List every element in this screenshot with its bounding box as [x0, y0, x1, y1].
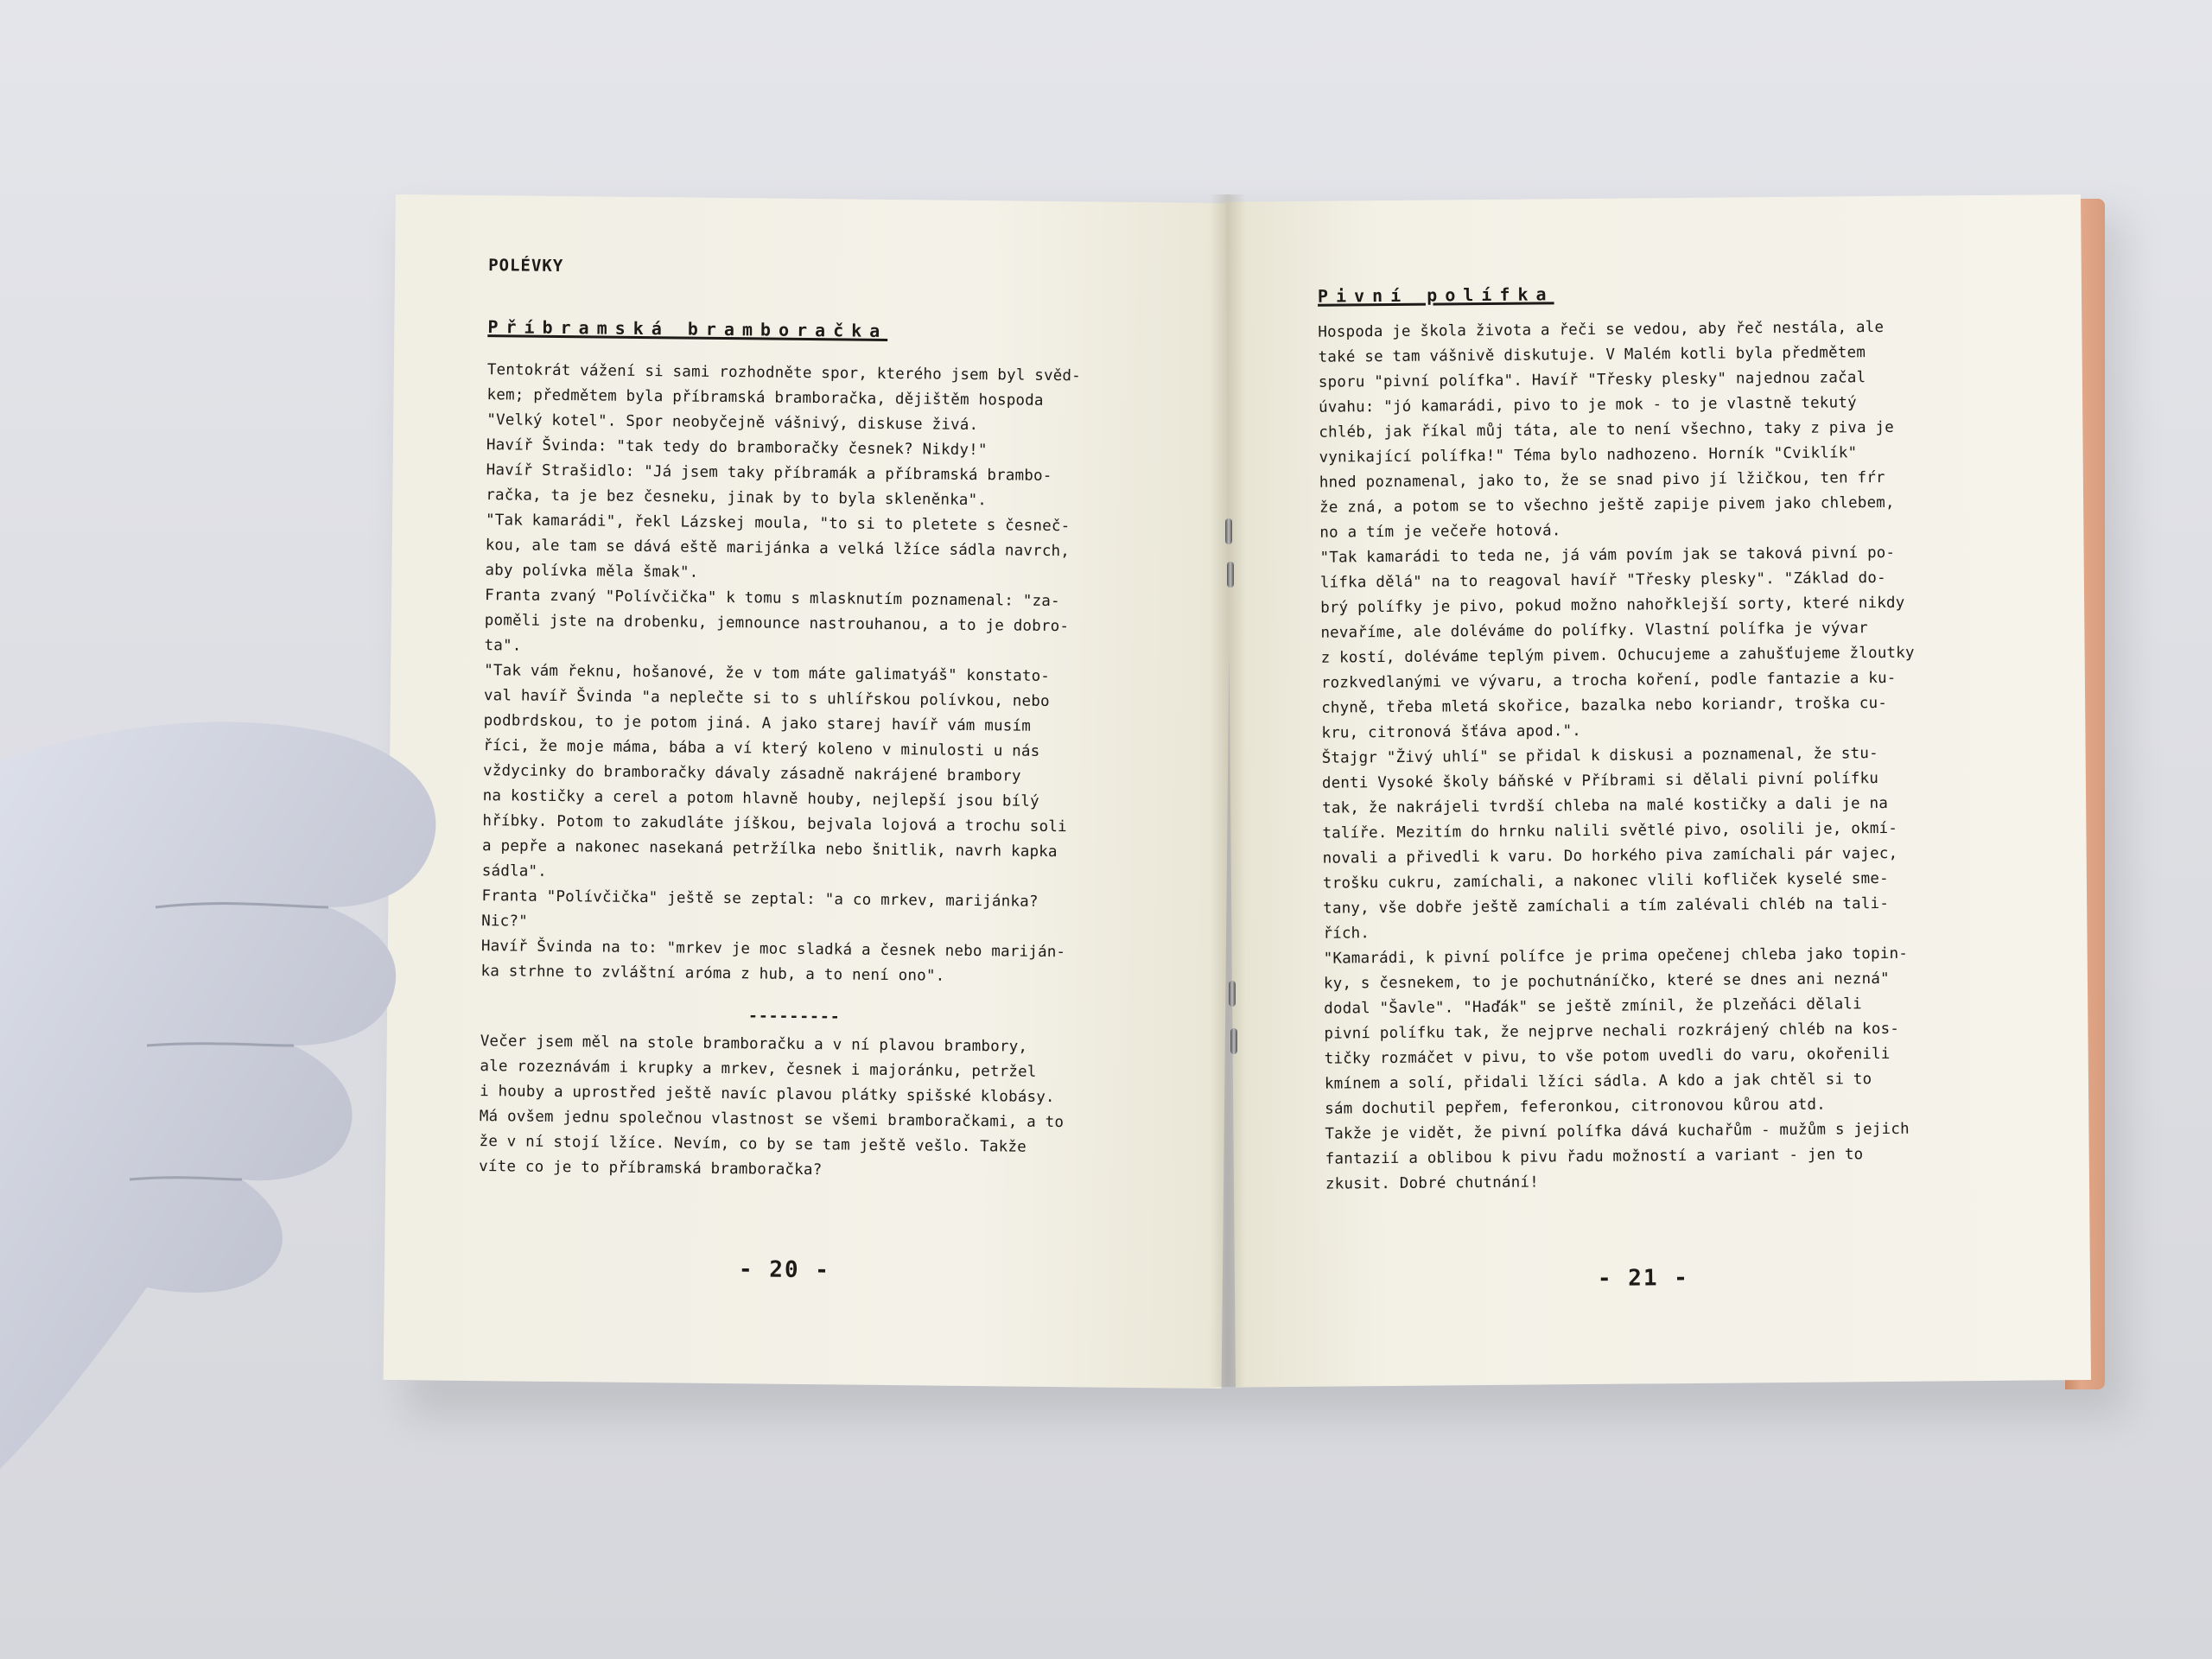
recipe-text: Hospoda je škola života a řeči se vedou, aby řeč nestála, ale také se tam vášnivě diskutuje. V Malém kotli byla předmětem sporu "pivní polífka". Havíř "Třesky plesky" najednou začal úvahu: "jó kamarádi, pivo to je mok - to je vlastně tekutý chléb, jak říkal můj táta, ale to není všechno, taky z piva je vynikající polífka!" Téma bylo nadhozeno. Horník "Cviklík" hned poznamenal, jako to, že se snad pivo jí lžičkou, ten fŕr že zná, a potom se to všechno ještě zapije pivem jako chlebem, no a tím je večeře hotová. "Tak kamarádi to teda ne, já vám povím jak se taková pivní po- lífka dělá" na to reagoval havíř "Třesky plesky". "Základ do- brý polífky je pivo, pokud možno nahořklejší sorty, které nikdy nevaříme, ale doléváme do polífky. Vlastní polífka je vývar z kostí, doléváme teplým pivem. Ochucujeme a zahušťujeme žloutky rozkvedlanými ve vývaru, a trocha koření, podle fantazie a ku- chyně, třeba mletá skořice, bazalka nebo koriandr, troška cu- kru, citronová šťáva apod.". Štajgr "Živý uhlí" se přidal k diskusi a poznamenal, že stu- denti Vysoké školy báňské v Příbrami si dělali pivní polífku tak, že nakrájeli tvrdší chleba na malé kostičky a dali je na talíře. Mezitím do hrnku nalili světlé pivo, osolili je, okmí- novali a přivedli k varu. Do horkého piva zamíchali pár vajec, trošku cukru, zamíchali, a nakonec vlili kofliček kyselé sme- tany, vše dobře ještě zamíchali a tím zalévali chléb na tali- řích. "Kamarádi, k pivní polífce je prima opečenej chleba jako topin- ky, s česnekem, to je pochutnáníčko, které se dnes ani nezná" dodal "Šavle". "Haďák" se ještě zmínil, že plzeňáci dělali pivní polífku tak, že nejprve nechali rozkrájený chléb na kos- tičky rozmáčet v pivu, to vše potom uvedli do varu, okořenili kmínem a solí, přidali lžíci sádla. A kdo a jak chtěl si to sám dochutil pepřem, feferonkou, citronovou kůrou atd. Takže je vidět, že pivní polífka dává kuchařům - mužům s jejich fantazií a oblibou k pivu řadu možností a variant - jen to zkusit. Dobré chutnání!: [1318, 318, 1915, 1193]
right-page: [1225, 194, 2091, 1388]
recipe-title: Příbramská bramboračka: [487, 316, 888, 341]
page-number: - 20 -: [738, 1256, 831, 1284]
recipe-text: Tentokrát vážení si sami rozhodněte spor, kterého jsem byl svěd- kem; předmětem byla příbramská bramboračka, dějištěm hospoda "Velký kotel". Spor neobyčejně vášnivý, diskuse živá. Havíř Švinda: "tak tedy do bramboračky česnek? Nikdy!" Havíř Strašidlo: "Já jsem taky příbramák a příbramská brambo- račka, ta je bez česneku, jinak by to byla skleněnka". "Tak kamarádi", řekl Lázskej moula, "to si to pletete s česneč- kou, ale tam se dává eště marijánka a velká lžíce sádla navrch, aby polívka měla šmak". Franta zvaný "Polívčička" k tomu s mlasknutím poznamenal: "za- poměli jste na drobenku, jemnounce nastrouhanou, a to je dobro- ta". "Tak vám řeknu, hošanové, že v tom máte galimatyáš" konstato- val havíř Švinda "a neplečte si to s uhlířskou polívkou, nebo podbrdskou, to je potom jiná. A jako starej havíř vám musím říci, že moje máma, bába a ví který koleno v minulosti u nás vždycinky do bramboračky dávaly zásadně nakrájené brambory na kostičky a cerel a potom hlavně houby, nejlepší jsou bílý hříbky. Potom to zakudláte jíškou, bejvala lojová a trochu soli a pepře a nakonec nasekaná petržílka nebo šnitlik, navrh kapka sádla". Franta "Polívčička" ještě se zeptal: "a co mrkev, marijánka? Nic?" Havíř Švinda na to: "mrkev je moc sladká a česnek nebo mariján- ka strhne to zvláštní aróma z hub, a to není ono".: [480, 361, 1082, 985]
book-gutter: [1210, 194, 1246, 1387]
page-number: - 21 -: [1597, 1265, 1689, 1292]
gloved-hand: [0, 691, 467, 1521]
left-page: [384, 194, 1234, 1389]
staple-top-lower: [1227, 562, 1234, 588]
staple-bottom: [1229, 981, 1236, 1007]
recipe-text-closing: Večer jsem měl na stole bramboračku a v ní plavou brambory, ale rozeznávám i krupky a mrkev, česnek i majoránku, petržel i houby a uprostřed ještě navíc plavou plátky spišské klobásy. Má ovšem jednu společnou vlastnost se všemi bramboračkami, a to že v ní stojí lžíce. Nevím, co by se tam ještě vešlo. Takže víte co je to příbramská bramboračka?: [479, 1033, 1065, 1179]
section-header: POLÉVKY: [488, 256, 564, 276]
section-divider: ---------: [747, 1007, 841, 1027]
recipe-title: Pivní polífka: [1317, 283, 1554, 307]
staple-bottom-lower: [1230, 1028, 1237, 1054]
staple-top: [1225, 518, 1232, 544]
